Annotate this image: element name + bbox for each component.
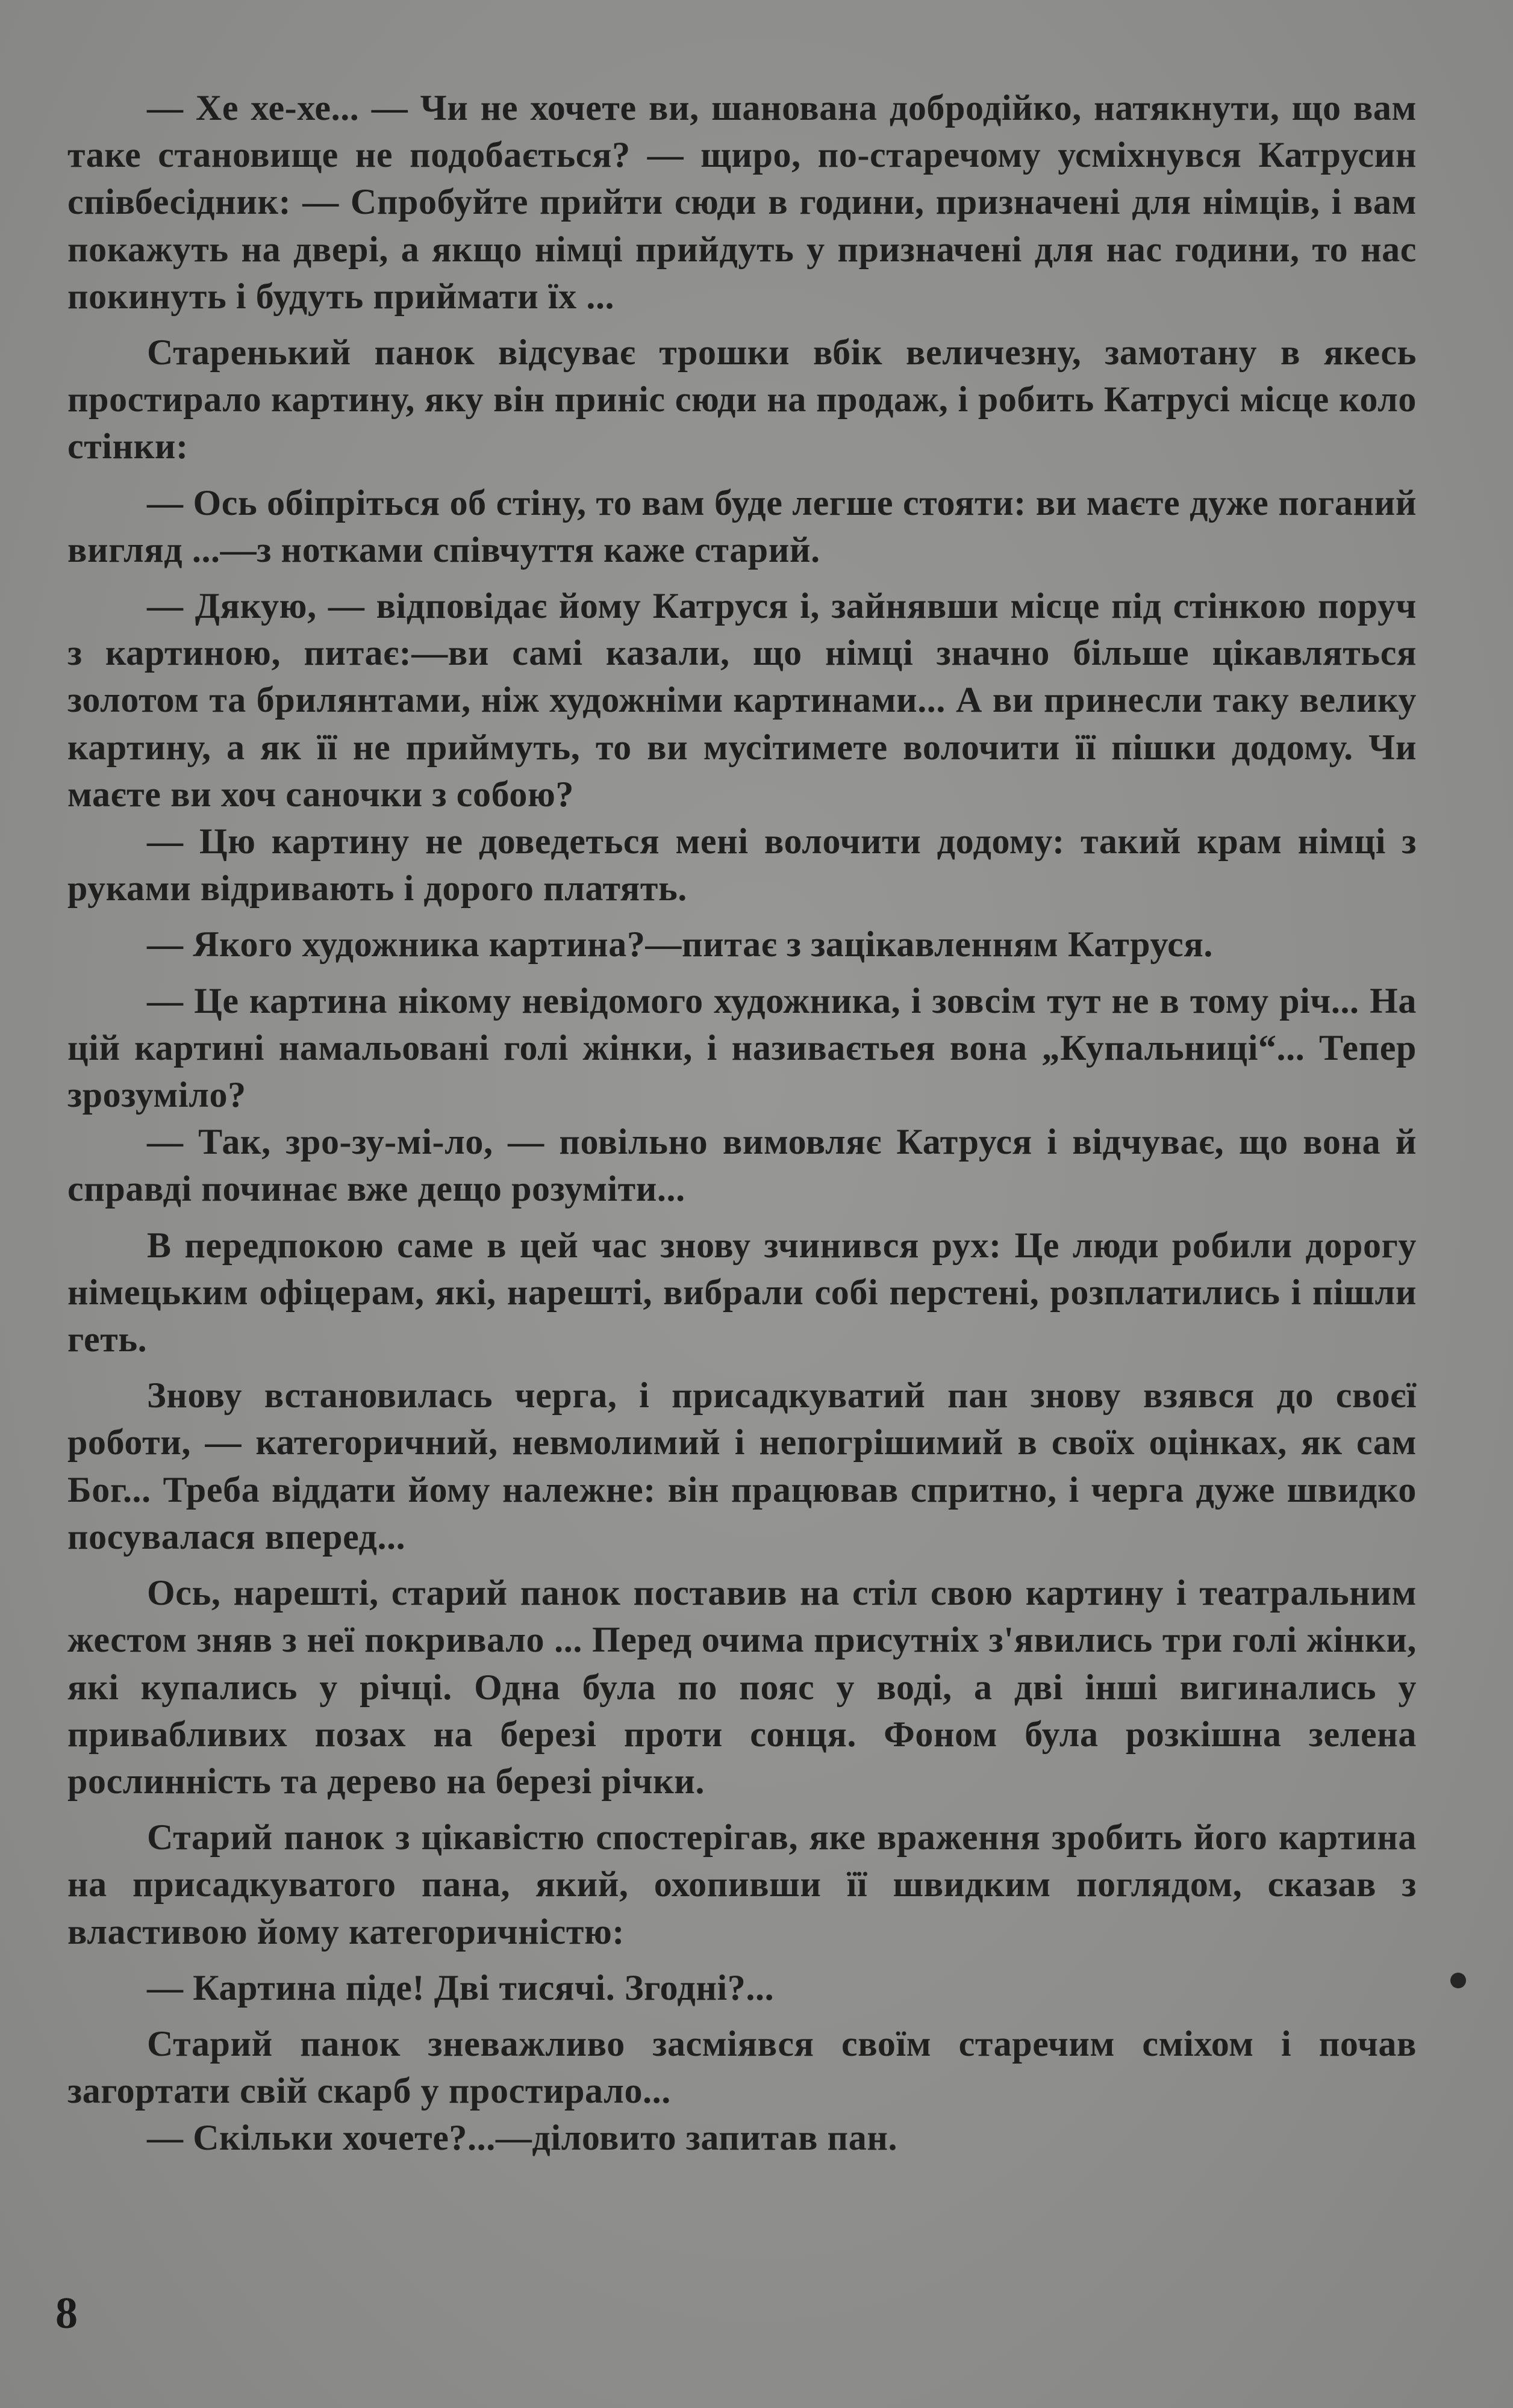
paragraph: — Це картина нікому невідомого художника, і зовсім тут не в тому річ... На цій картині намальовані голі жінки, і називаєтьея вона „Купальниці“... Тепер зрозуміло? <box>67 980 1417 1115</box>
paragraph: — Якого художника картина?—питає з зацікавленням Катруся. <box>147 924 1213 965</box>
paragraph: В передпокою саме в цей час знову зчинився рух: Це люди робили дорогу німецьким офіцерам, які, нарешті, вибрали собі перстені, розплатились і пішли геть. <box>67 1225 1417 1360</box>
paragraph: — Картина піде! Дві тисячі. Згодні?... <box>147 1967 775 2008</box>
paragraph: — Скільки хочете?...—діловито запитав пан. <box>147 2118 898 2158</box>
paragraph: — Дякую, — відповідає йому Катруся і, зайнявши місце під стінкою поруч з картиною, питає:—ви самі казали, що німці значно більше цікавляться золотом та брилянтами, ніж художніми картинами... А ви принесли таку велику картину, а як її не приймуть, то ви мусітимете волочити її пішки додому. Чи маєте ви хоч саночки з собою? <box>67 586 1417 814</box>
paragraph: Ось, нарешті, старий панок поставив на стіл свою картину і театральним жестом зняв з неї покривало ... Перед очима присутніх з'явились три голі жінки, які купались у річці. Одна була по пояс у воді, а дві інші вигинались у привабливих позах на березі проти сонця. Фоном була розкішна зелена рослинність та дерево на березі річки. <box>67 1573 1417 1801</box>
page-number: 8 <box>55 2289 78 2338</box>
paragraph: Старенький панок відсуває трошки вбік величезну, замотану в якесь простирало картину, яку він приніс сюди на продаж, і робить Катрусі місце коло стінки: <box>67 332 1417 467</box>
paragraph: Старий панок з цікавістю спостерігав, яке враження зробить його картина на присадкуватого пана, який, охопивши її швидким поглядом, сказав з властивою йому категоричністю: <box>67 1817 1417 1952</box>
paragraph: Старий панок зневажливо засміявся своїм старечим сміхом і почав загортати свій скарб у простирало... <box>67 2023 1417 2111</box>
paragraph: — Так, зро-зу-мі-ло, — повільно вимовляє Катруся і відчуває, що вона й справді починає вже дещо розуміти... <box>67 1122 1417 1209</box>
page-text <box>67 84 1417 2162</box>
paragraph: — Хе хе-хе... — Чи не хочете ви, шанована добродійко, натякнути, що вам таке становище не подобається? — щиро, по-старечому усміхнувся Катрусин співбесідник: — Спробуйте прийти сюди в години, призначені для німців, і вам покажуть на двері, а якщо німці прийдуть у призначені для нас години, то нас покинуть і будуть приймати їх ... <box>67 88 1417 316</box>
paragraph: — Ось обіпріться об стіну, то вам буде легше стояти: ви маєте дуже поганий вигляд ...—з нотками співчуття каже старий. <box>67 482 1417 570</box>
paragraph: Знову встановилась черга, і присадкуватий пан знову взявся до своєї роботи, — категоричний, невмолимий і непогрішимий в своїх оцінках, як сам Бог... Треба віддати йому належне: він працював спритно, і черга дуже швидко посувалася вперед... <box>67 1375 1417 1557</box>
paragraph: — Цю картину не доведеться мені волочити додому: такий крам німці з руками відривають і дорого платять. <box>67 821 1417 909</box>
ink-spot <box>1450 1973 1466 1988</box>
